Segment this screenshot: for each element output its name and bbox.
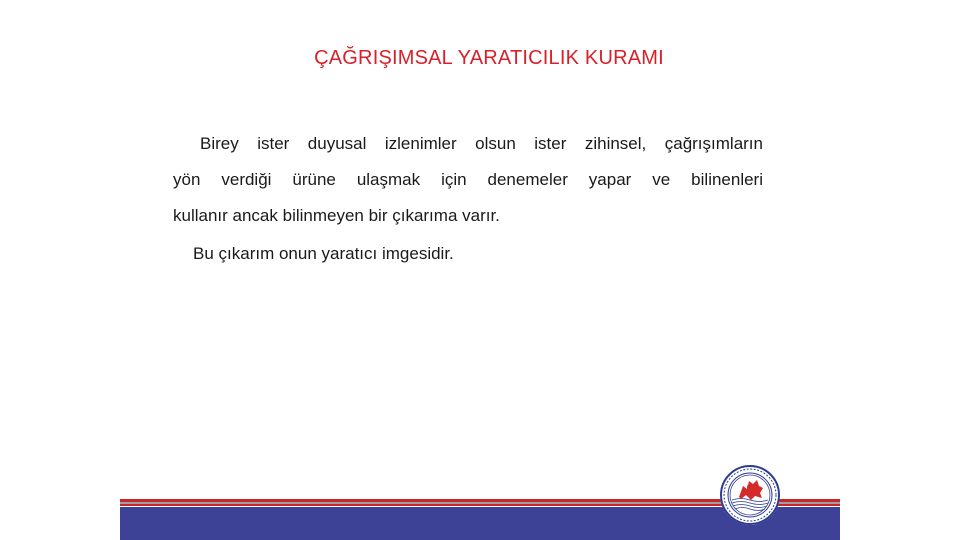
slide-title: ÇAĞRIŞIMSAL YARATICILIK KURAMI bbox=[314, 47, 664, 69]
university-seal-icon bbox=[719, 464, 781, 526]
paragraph-line-2: yön verdiği ürüne ulaşmak için denemeler yapar ve bilinenleri bbox=[173, 170, 763, 189]
paragraph-main bbox=[173, 126, 763, 234]
paragraph-line-3: kullanır ancak bilinmeyen bir çıkarıma varır. bbox=[173, 206, 500, 225]
paragraph-line-1: Birey ister duyusal izlenimler olsun ister zihinsel, çağrışımların bbox=[200, 134, 763, 153]
paragraph-secondary: Bu çıkarım onun yaratıcı imgesidir. bbox=[193, 244, 454, 263]
